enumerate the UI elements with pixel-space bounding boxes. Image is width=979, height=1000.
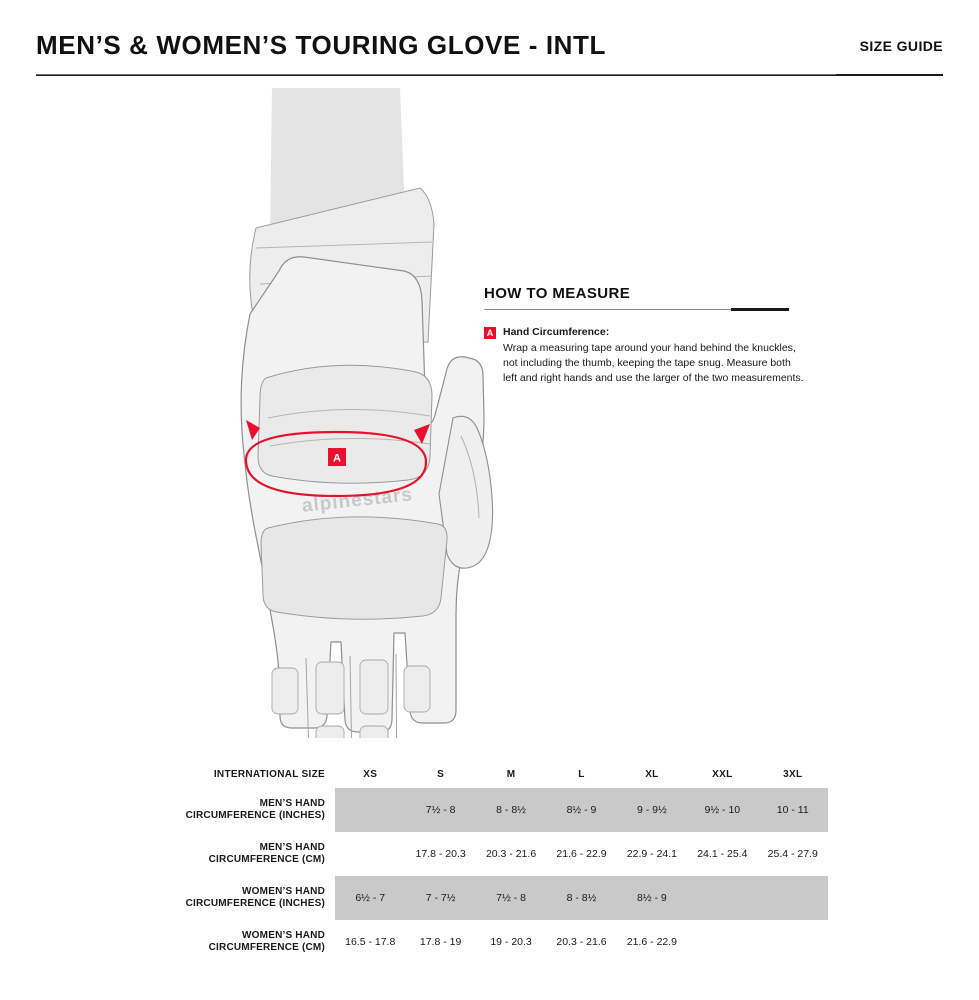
cell-mens-inches-l: 8½ - 9 xyxy=(546,788,616,832)
cell-womens-cm-s: 17.8 - 19 xyxy=(419,936,462,948)
cell-mens-inches-3xl: 10 - 11 xyxy=(758,788,828,832)
size-header-l: L xyxy=(578,768,585,780)
cell-womens-cm-xs: 16.5 - 17.8 xyxy=(345,936,396,948)
measure-marker-label: A xyxy=(333,452,341,465)
size-header-s: S xyxy=(437,768,445,780)
size-table-wrap xyxy=(168,760,828,964)
glove-diagram xyxy=(210,88,570,738)
cell-womens-inches-xl: 8½ - 9 xyxy=(617,876,687,920)
table-row xyxy=(168,876,828,920)
cell-womens-cm-xl: 21.6 - 22.9 xyxy=(626,936,677,948)
cell-womens-inches-3xl xyxy=(758,876,828,920)
size-header-m: M xyxy=(506,768,516,780)
row-label-mens-inches xyxy=(168,788,335,832)
divider-dark xyxy=(731,308,789,311)
measure-instruction-label: Hand Circumference: xyxy=(503,326,610,338)
measure-instruction xyxy=(484,325,804,386)
row-label-line2: CIRCUMFERENCE (INCHES) xyxy=(185,898,325,909)
how-to-measure-section xyxy=(484,285,804,386)
cell-womens-inches-xxl xyxy=(687,876,757,920)
glove-illustration xyxy=(210,88,570,738)
row-label-line2: CIRCUMFERENCE (CM) xyxy=(208,942,325,953)
measure-instruction-text: Wrap a measuring tape around your hand behind the knuckles, not including the thumb, keeping the tape snug. Measure both left and right hands and use the larger of the two measurements. xyxy=(503,341,804,384)
page-header xyxy=(36,28,943,80)
cell-mens-cm-3xl: 25.4 - 27.9 xyxy=(767,848,818,860)
size-header-3xl: 3XL xyxy=(783,768,803,780)
size-guide-label: SIZE GUIDE xyxy=(859,38,943,54)
cell-mens-inches-xl: 9 - 9½ xyxy=(617,788,687,832)
size-header-xl: XL xyxy=(645,768,659,780)
table-row xyxy=(168,788,828,832)
row-label-line1: WOMEN’S HAND xyxy=(242,929,325,941)
table-row xyxy=(168,832,828,876)
row-label-womens-cm xyxy=(168,920,335,964)
row-label-line2: CIRCUMFERENCE (INCHES) xyxy=(185,810,325,821)
cell-mens-cm-l: 21.6 - 22.9 xyxy=(556,848,607,860)
cell-womens-inches-l: 8 - 8½ xyxy=(546,876,616,920)
cell-mens-cm-xs xyxy=(335,832,405,876)
table-header-label: INTERNATIONAL SIZE xyxy=(213,768,325,780)
cell-womens-cm-xxl xyxy=(687,920,757,964)
cell-mens-inches-xxl: 9½ - 10 xyxy=(687,788,757,832)
row-label-line1: WOMEN’S HAND xyxy=(242,885,325,897)
row-label-mens-cm xyxy=(168,832,335,876)
cell-womens-cm-l: 20.3 - 21.6 xyxy=(556,936,607,948)
cell-mens-inches-s: 7½ - 8 xyxy=(405,788,475,832)
size-header-xs: XS xyxy=(363,768,378,780)
how-to-measure-title: HOW TO MEASURE xyxy=(484,285,631,302)
table-header-row xyxy=(168,760,828,788)
cell-womens-inches-xs: 6½ - 7 xyxy=(335,876,405,920)
cell-mens-cm-xl: 22.9 - 24.1 xyxy=(626,848,677,860)
size-table xyxy=(168,760,828,964)
cell-womens-inches-s: 7 - 7½ xyxy=(405,876,475,920)
how-to-measure-divider xyxy=(484,308,804,311)
cell-mens-inches-xs xyxy=(335,788,405,832)
row-label-line2: CIRCUMFERENCE (CM) xyxy=(208,854,325,865)
row-label-line1: MEN’S HAND xyxy=(259,797,325,809)
cell-mens-cm-xxl: 24.1 - 25.4 xyxy=(697,848,748,860)
row-label-line1: MEN’S HAND xyxy=(259,841,325,853)
cell-womens-cm-m: 19 - 20.3 xyxy=(490,936,532,948)
measure-badge-a: A xyxy=(484,327,496,339)
cell-womens-inches-m: 7½ - 8 xyxy=(476,876,546,920)
row-label-womens-inches xyxy=(168,876,335,920)
brand-text: alpinestars xyxy=(300,484,414,517)
header-divider-light xyxy=(36,74,836,75)
cell-womens-cm-3xl xyxy=(758,920,828,964)
table-row xyxy=(168,920,828,964)
cell-mens-cm-s: 17.8 - 20.3 xyxy=(415,848,466,860)
page-title: MEN’S & WOMEN’S TOURING GLOVE - INTL xyxy=(36,30,607,60)
measure-instruction-body xyxy=(503,325,804,386)
cell-mens-cm-m: 20.3 - 21.6 xyxy=(485,848,537,860)
cell-mens-inches-m: 8 - 8½ xyxy=(476,788,546,832)
size-header-xxl: XXL xyxy=(712,768,733,780)
size-guide-label-wrap xyxy=(860,28,943,54)
